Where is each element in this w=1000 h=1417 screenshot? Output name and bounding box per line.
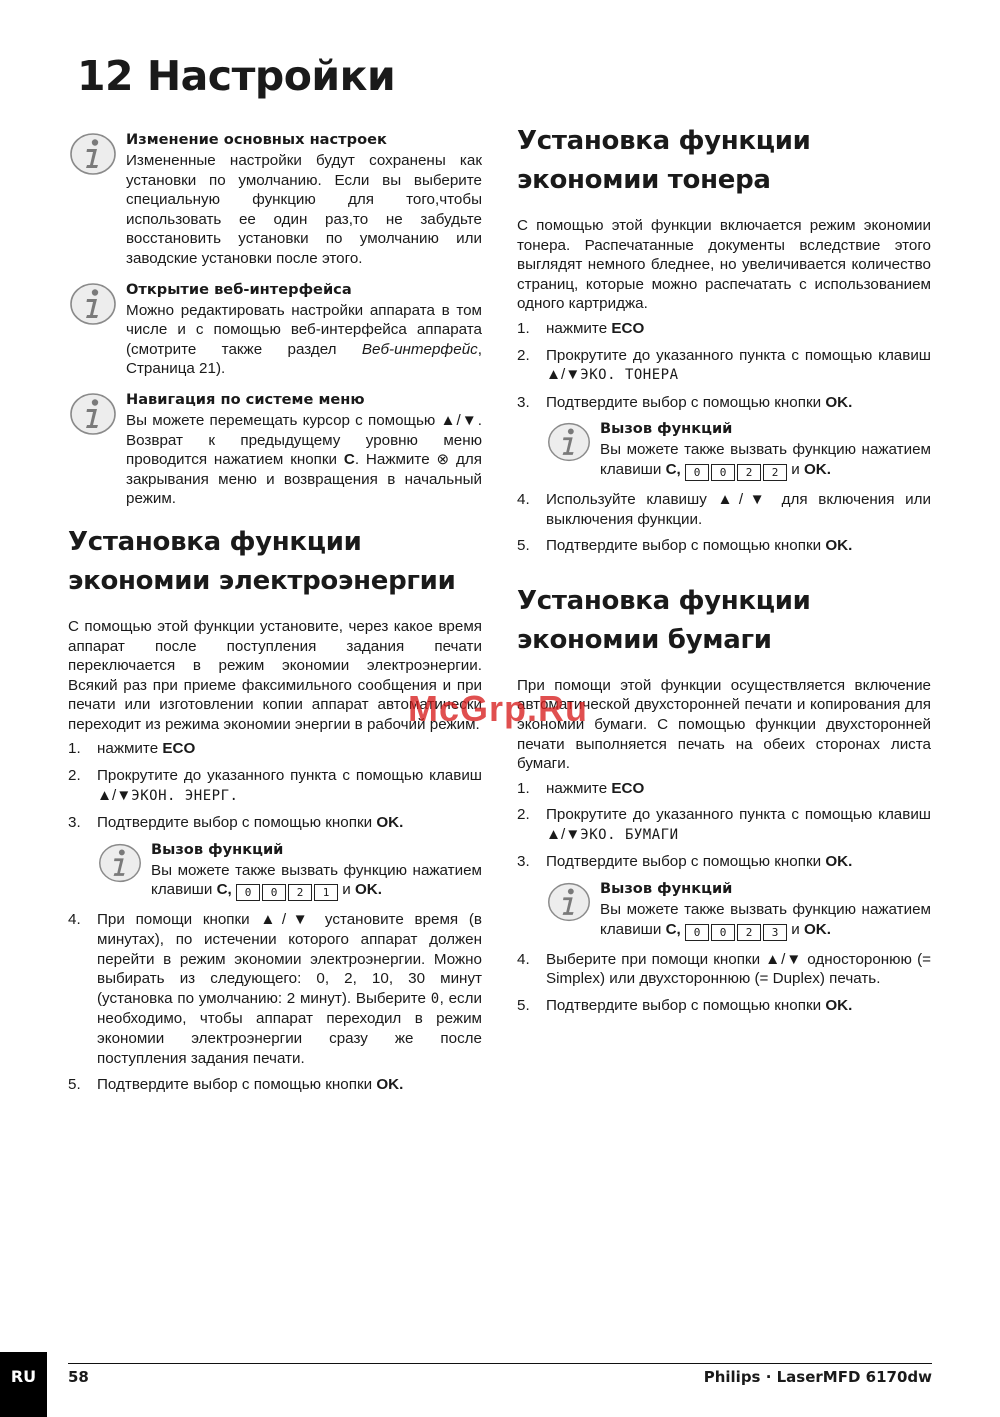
note-text: Вы можете перемещать курсор с помощью ▲/▼. Возврат к предыдущему уровню меню проводится нажатием кнопки C. Нажмите ⊗ для закрывания меню и возвращения в начальный режим.: [126, 411, 483, 508]
key-sequence: 0 0 2 1: [236, 884, 338, 901]
list-item: 2. Прокрутите до указанного пункта с помощью клавиш ▲/▼ЭКО. БУМАГИ: [517, 806, 931, 843]
note-title: Изменение основных настроек: [126, 131, 387, 148]
toner-steps: [517, 319, 931, 412]
list-item: 4. Используйте клавишу ▲/▼ для включения или выключения функции.: [517, 490, 931, 528]
cross-reference-link[interactable]: Веб-интерфейс: [361, 340, 478, 358]
list-item: 5. Подтвердите выбор с помощью кнопки OK.: [68, 1076, 404, 1094]
right-column: [517, 122, 931, 1022]
arrow-keys-icon: ▲/▼: [546, 366, 581, 384]
paper-steps-cont: [517, 950, 931, 1016]
note-title: Навигация по системе меню: [126, 390, 365, 408]
footer-brand: Philips · LaserMFD 6170dw: [703, 1368, 932, 1386]
note-menu-navigation: [68, 390, 482, 509]
arrow-keys-icon: ▲/▼: [440, 411, 478, 429]
lcd-text: ЭКО. БУМАГИ: [580, 826, 679, 843]
paper-steps: [517, 779, 931, 872]
power-steps-cont: [68, 910, 482, 1094]
note-text: Вы можете также вызвать функцию нажатием клавиши C, 0 0 2 3 и OK.: [600, 901, 931, 939]
key-c: C: [343, 451, 355, 469]
note-function-call: [546, 879, 931, 941]
lcd-text: ЭКОН. ЭНЕРГ.: [131, 787, 239, 804]
note-title: Открытие веб-интерфейса: [126, 280, 352, 298]
section-intro: При помощи этой функции осуществляется включение автоматической двухсторонней печати и копирования для экономии бумаги. С помощью функции двухсторонней печати выполняется печать на обеих сторонах листа бумаги.: [517, 676, 931, 773]
list-item: 4. При помощи кнопки ▲/▼ установите время (в минутах), по истечении которого аппарат должен перейти в режим экономии электроэнергии. Можно выбирать из следующего: 0, 2, 10, 30 минут (установка по умолчанию: 2 минут). Выберите 0, если необходимо, чтобы аппарат переходил в режим экономии электроэнергии сразу же после поступления задания печати.: [68, 911, 482, 1067]
info-icon: [68, 282, 118, 326]
info-icon: [546, 421, 592, 463]
list-item: 1. нажмите ECO: [68, 740, 196, 758]
note-text: Вы можете также вызвать функцию нажатием клавиши C, 0 0 2 1 и OK.: [151, 861, 482, 900]
section-heading-power: Установка функции экономии электроэнергии: [68, 526, 456, 596]
info-icon: [546, 881, 592, 923]
note-text: Измененные настройки будут сохранены как установки по умолчанию. Если вы выберите специальную функцию для того,чтобы использовать ее один раз,то не забудьте восстановить установки по умолчанию или заводские установки после этого.: [126, 152, 482, 267]
list-item: 5. Подтвердите выбор с помощью кнопки OK.: [517, 996, 853, 1014]
note-title: Вызов функций: [600, 420, 733, 438]
left-column: [68, 130, 482, 1102]
toner-steps-cont: [517, 490, 931, 556]
key-sequence: 0 0 2 3: [685, 924, 787, 941]
arrow-keys-icon: ▲/▼: [260, 911, 315, 929]
note-title: Вызов функций: [151, 840, 284, 858]
info-icon: [68, 392, 118, 436]
page-number: 58: [68, 1368, 89, 1386]
list-item: 1. нажмите ECO: [517, 779, 645, 797]
note-function-call: [546, 419, 931, 481]
arrow-keys-icon: ▲/▼: [717, 490, 772, 508]
note-title: Вызов функций: [600, 880, 733, 898]
arrow-keys-icon: ▲/▼: [546, 825, 581, 843]
list-item: 4. Выберите при помощи кнопки ▲/▼ односторонюю (= Simplex) или двухстороннюю (= Duplex) печать.: [517, 950, 931, 988]
list-item: 1. нажмите ECO: [517, 319, 645, 337]
key-sequence: 0 0 2 2: [685, 464, 787, 481]
note-web-interface: [68, 280, 482, 379]
lcd-text: ЭКО. ТОНЕРА: [580, 367, 679, 384]
note-function-call: [97, 840, 482, 902]
arrow-keys-icon: ▲/▼: [97, 786, 132, 804]
list-item: 2. Прокрутите до указанного пункта с помощью клавиш ▲/▼ЭКО. ТОНЕРА: [517, 346, 931, 384]
section-heading-paper: Установка функции экономии бумаги: [517, 585, 811, 655]
watermark: McGrp.Ru: [408, 688, 589, 729]
stop-icon: ⊗: [436, 451, 450, 469]
list-item: 3. Подтвердите выбор с помощью кнопки OK.: [517, 393, 853, 411]
note-text: Можно редактировать настройки аппарата в том числе и с помощью веб-интерфейса аппарата (смотрите также раздел Веб-интерфейс, Страница 21).: [126, 301, 482, 378]
section-intro: С помощью этой функции установите, через какое время аппарат после поступления задания печати переключается в режим экономии электроэнергии. Всякий раз при приеме факсимильного сообщения и при печати или изготовлении копии аппарат автоматически переходит из режима экономии энергии в рабочий режим.: [68, 617, 482, 733]
section-heading-toner: Установка функции экономии тонера: [517, 126, 811, 195]
info-icon: [97, 842, 143, 884]
power-steps: [68, 739, 482, 832]
note-basic-settings: [68, 130, 482, 269]
arrow-keys-icon: ▲/▼: [765, 950, 803, 968]
list-item: 2. Прокрутите до указанного пункта с помощью клавиш ▲/▼ЭКОН. ЭНЕРГ.: [68, 767, 482, 804]
language-tab: RU: [0, 1352, 47, 1417]
list-item: 5. Подтвердите выбор с помощью кнопки OK.: [517, 537, 853, 555]
list-item: 3. Подтвердите выбор с помощью кнопки OK.: [68, 814, 404, 832]
list-item: 3. Подтвердите выбор с помощью кнопки OK.: [517, 853, 853, 871]
section-intro: С помощью этой функции включается режим экономии тонера. Распечатанные документы вследствие этого выглядят немного бледнее, но увеличивается количество страниц, которые можно распечатать с использованием одного картриджа.: [517, 217, 931, 313]
footer-divider: [68, 1363, 932, 1364]
info-icon: [68, 132, 118, 176]
page-title: 12 Настройки: [77, 52, 396, 100]
note-text: Вы можете также вызвать функцию нажатием клавиши C, 0 0 2 2 и OK.: [600, 441, 931, 479]
